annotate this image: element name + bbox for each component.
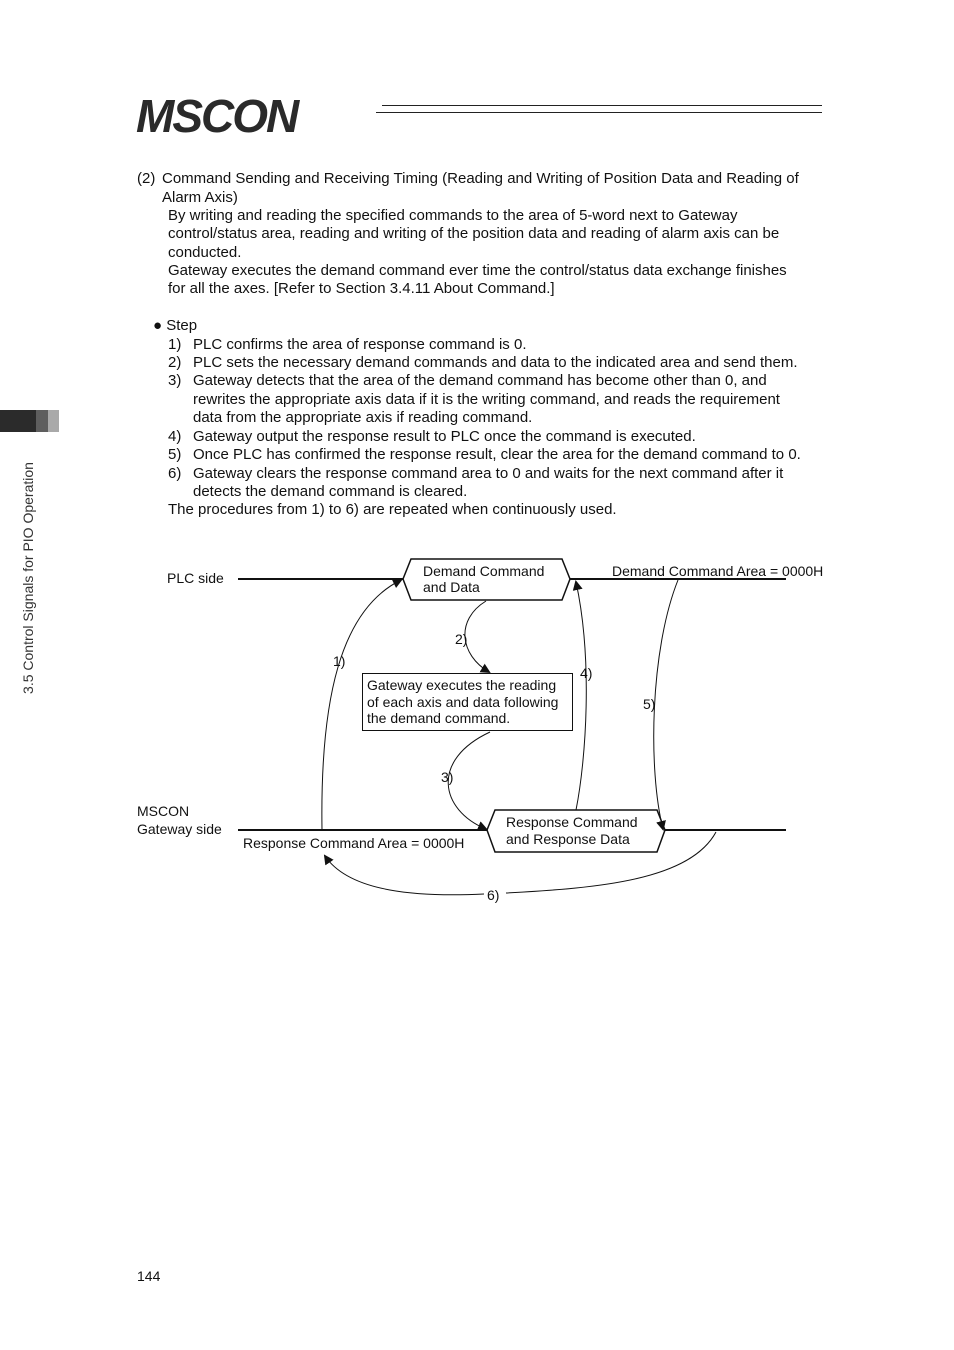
step-number: 2) [168,354,182,371]
gateway-box-line3: the demand command. [367,710,511,726]
step-marker-4: 4) [580,665,593,681]
page-number: 144 [137,1268,161,1284]
section-title-line2: Alarm Axis) [162,189,238,206]
step-text: Once PLC has confirmed the response result, clear the area for the demand command to 0. [193,446,801,463]
arrow-5 [654,580,678,829]
step-text: Gateway output the response result to PLC once the command is executed. [193,428,696,445]
step-marker-2: 2) [455,631,468,647]
step-number: 5) [168,446,182,463]
demand-box-line1: Demand Command [423,563,545,579]
step-number: 4) [168,428,182,445]
plc-side-label: PLC side [167,570,224,586]
step-text: detects the demand command is cleared. [193,483,468,500]
arrow-6-head [325,856,484,895]
demand-area-label: Demand Command Area = 0000H [612,563,824,579]
paragraph1-line1: By writing and reading the specified commands to the area of 5-word next to Gateway [168,207,738,224]
gateway-execute-box [362,673,573,731]
step-number: 3) [168,372,182,389]
closing-text: The procedures from 1) to 6) are repeated when continuously used. [168,501,617,518]
demand-box-line2: and Data [423,579,480,595]
mscon-label: MSCON [137,803,190,819]
response-box-line2: and Response Data [506,831,630,847]
step-text: data from the appropriate axis if reading command. [193,409,533,426]
paragraph2-line2: for all the axes. [Refer to Section 3.4.11 About Command.] [168,280,555,297]
step-marker-5: 5) [643,696,656,712]
paragraph1-line3: conducted. [168,244,242,261]
arrow-3 [448,732,490,829]
step-marker-1: 1) [333,653,346,669]
section-title-line1: Command Sending and Receiving Timing (Reading and Writing of Position Data and Reading of [162,170,799,187]
response-area-label: Response Command Area = 0000H [243,835,465,851]
step-number: 6) [168,465,182,482]
step-number: 1) [168,336,182,353]
step-heading: ● Step [153,317,198,334]
response-box-line1: Response Command [506,814,638,830]
gateway-side-label: Gateway side [137,821,222,837]
gateway-box-line2: of each axis and data following [367,694,559,710]
paragraph1-line2: control/status area, reading and writing of the position data and reading of alarm axis can be [168,225,780,242]
arrow-4 [576,582,586,810]
paragraph2-line1: Gateway executes the demand command ever time the control/status data exchange finishes [168,262,787,279]
section-number: (2) [137,170,156,187]
step-text: Gateway clears the response command area to 0 and waits for the next command after it [193,465,784,482]
logo-text: MSCON [136,92,298,138]
step-text: PLC confirms the area of response command is 0. [193,336,527,353]
step-text: rewrites the appropriate axis data if it is the writing command, and reads the requirement [193,391,780,408]
step-marker-3: 3) [441,769,454,785]
gateway-box-line1: Gateway executes the reading [367,677,557,693]
arrow-2 [465,601,489,672]
step-marker-6: 6) [487,887,500,903]
step-text: PLC sets the necessary demand commands and data to the indicated area and send them. [193,354,798,371]
step-text: Gateway detects that the area of the demand command has become other than 0, and [193,372,767,389]
